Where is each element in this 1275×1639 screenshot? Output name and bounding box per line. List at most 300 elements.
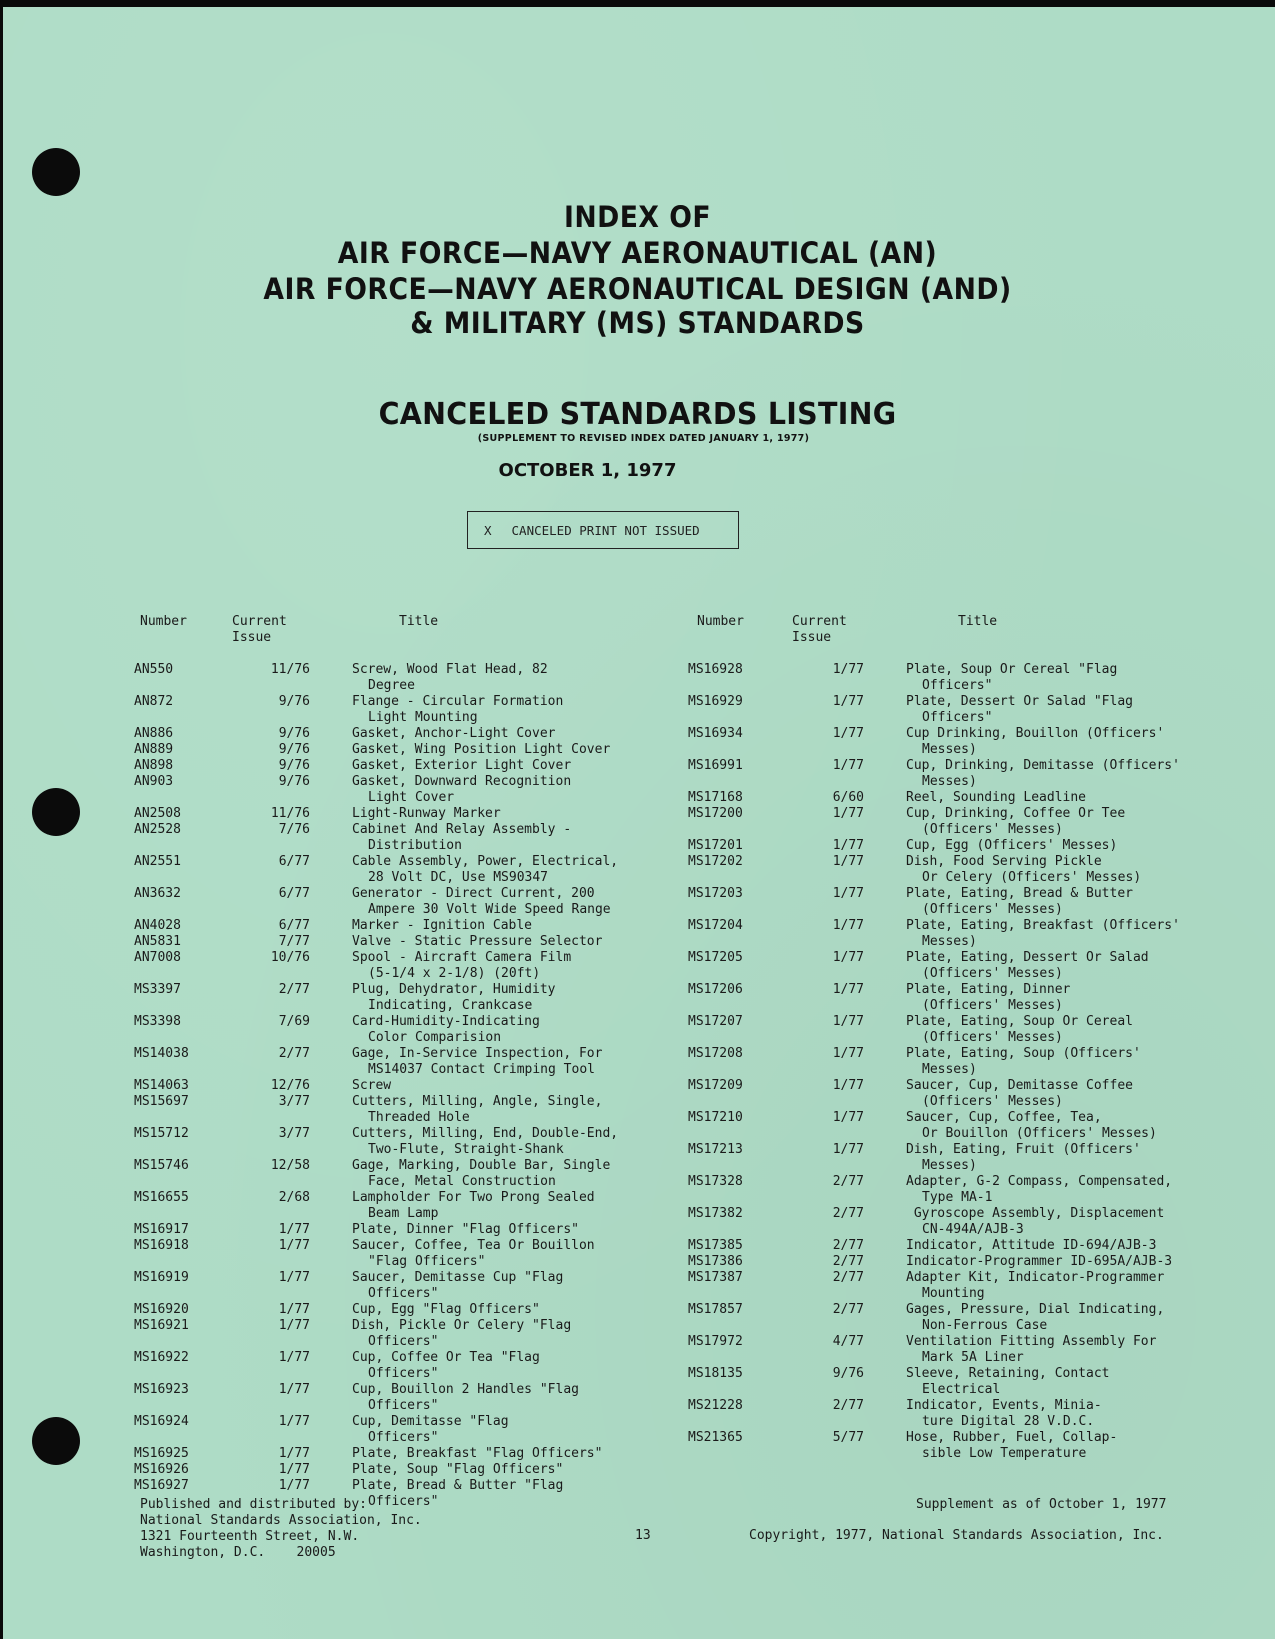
table-row [688, 758, 1180, 790]
current-issue: 1/77 [832, 758, 864, 773]
current-issue: 1/77 [832, 1014, 864, 1029]
title-line: Saucer, Cup, Demitasse Coffee [906, 1078, 1133, 1093]
title-line: Screw [352, 1078, 392, 1093]
title-line: Cable Assembly, Power, Electrical, [352, 854, 619, 869]
table-row [688, 886, 1180, 918]
table-row [134, 1382, 618, 1414]
current-issue: 1/77 [278, 1238, 310, 1253]
standard-title [310, 726, 556, 742]
current-issue: 1/77 [832, 1046, 864, 1061]
standard-title [310, 1094, 602, 1126]
standard-title [310, 1014, 540, 1046]
standard-number: MS16917 [134, 1222, 189, 1237]
current-issue: 9/76 [278, 742, 310, 757]
title-index-of: INDEX OF [563, 200, 712, 234]
current-issue: 12/76 [270, 1078, 310, 1093]
current-issue: 7/77 [278, 934, 310, 949]
table-row [134, 1190, 618, 1222]
table-row [134, 822, 618, 854]
current-issue: 1/77 [832, 918, 864, 933]
title-line: Indicator, Events, Minia- [906, 1398, 1102, 1413]
table-row [134, 758, 618, 774]
standard-title [310, 854, 618, 886]
title-line: Plate, Soup Or Cereal "Flag [906, 662, 1118, 677]
table-row [134, 982, 618, 1014]
standard-number: MS16925 [134, 1446, 189, 1461]
standard-number: MS17213 [688, 1142, 743, 1157]
left-header-issue: Issue [232, 630, 272, 645]
title-continuation: (5-1/4 x 2-1/8) (20ft) [368, 966, 541, 981]
current-issue: 1/77 [832, 854, 864, 869]
title-continuation: Officers" [368, 1494, 439, 1509]
standard-title [864, 662, 1117, 694]
standard-title [310, 934, 602, 950]
binder-hole [32, 1417, 80, 1465]
standard-number: AN903 [134, 774, 174, 789]
title-line: Gages, Pressure, Dial Indicating, [906, 1302, 1165, 1317]
title-continuation: CN-494A/AJB-3 [922, 1222, 1024, 1237]
title-continuation: (Officers' Messes) [922, 1094, 1063, 1109]
standard-number: MS16934 [688, 726, 743, 741]
standard-title [310, 1158, 610, 1190]
table-row [134, 950, 618, 982]
table-row [688, 1334, 1180, 1366]
current-issue: 1/77 [832, 982, 864, 997]
title-continuation: (Officers' Messes) [922, 998, 1063, 1013]
table-row [134, 662, 618, 694]
title-continuation: Beam Lamp [368, 1206, 439, 1221]
table-row [688, 1398, 1180, 1430]
standard-title [864, 1174, 1172, 1206]
standard-number: MS17209 [688, 1078, 743, 1093]
standard-number: MS17386 [688, 1254, 743, 1269]
standard-number: MS21365 [688, 1430, 743, 1445]
standard-number: MS17382 [688, 1206, 743, 1221]
current-issue: 2/77 [832, 1238, 864, 1253]
publisher-line: National Standards Association, Inc. [140, 1513, 422, 1528]
table-row [134, 1126, 618, 1158]
standard-title [310, 1462, 563, 1478]
title-continuation: Messes) [922, 774, 977, 789]
table-row [688, 838, 1180, 854]
left-header-title: Title [399, 614, 439, 629]
standard-number: MS17972 [688, 1334, 743, 1349]
title-line: Plate, Eating, Soup (Officers' [906, 1046, 1141, 1061]
standard-title [310, 1302, 540, 1318]
standard-number: AN2551 [134, 854, 181, 869]
standard-number: MS17205 [688, 950, 743, 965]
standard-number: MS16923 [134, 1382, 189, 1397]
standard-number: MS16929 [688, 694, 743, 709]
table-row [134, 694, 618, 726]
current-issue: 1/77 [832, 806, 864, 821]
standard-number: MS16655 [134, 1190, 189, 1205]
current-issue: 1/77 [278, 1270, 310, 1285]
title-line: Cutters, Milling, Angle, Single, [352, 1094, 603, 1109]
title-continuation: Light Cover [368, 790, 455, 805]
table-row [688, 1014, 1180, 1046]
title-line: Plate, Eating, Bread & Butter [906, 886, 1133, 901]
table-row [134, 1046, 618, 1078]
title-line: Cup, Bouillon 2 Handles "Flag [352, 1382, 579, 1397]
standard-title [310, 1238, 595, 1270]
standard-number: AN2528 [134, 822, 181, 837]
title-continuation: ture Digital 28 V.D.C. [922, 1414, 1095, 1429]
current-issue: 1/77 [832, 1110, 864, 1125]
current-issue: 6/77 [278, 918, 310, 933]
standard-number: AN3632 [134, 886, 181, 901]
standard-number: MS16926 [134, 1462, 189, 1477]
title-line: Screw, Wood Flat Head, 82 [352, 662, 548, 677]
table-row [688, 854, 1180, 886]
standard-number: MS16922 [134, 1350, 189, 1365]
title-continuation: Threaded Hole [368, 1110, 470, 1125]
standard-title [864, 758, 1180, 790]
table-row [688, 1430, 1180, 1462]
publisher-block [140, 1497, 422, 1561]
title-line: Cup, Drinking, Demitasse (Officers' [906, 758, 1180, 773]
title-continuation: Mounting [922, 1286, 985, 1301]
table-row [688, 1254, 1180, 1270]
title-and: AIR FORCE—NAVY AERONAUTICAL DESIGN (AND) [263, 272, 1012, 306]
standard-title [864, 1238, 1156, 1254]
title-line: Reel, Sounding Leadline [906, 790, 1087, 805]
table-row [134, 934, 618, 950]
issue-date: OCTOBER 1, 1977 [498, 460, 677, 481]
title-line: Lampholder For Two Prong Sealed [352, 1190, 595, 1205]
current-issue: 1/77 [278, 1382, 310, 1397]
table-row [688, 790, 1180, 806]
standard-title [310, 1046, 602, 1078]
title-line: Dish, Eating, Fruit (Officers' [906, 1142, 1141, 1157]
title-line: Indicator-Programmer ID-695A/AJB-3 [906, 1254, 1173, 1269]
table-row [688, 1046, 1180, 1078]
standard-number: AN4028 [134, 918, 181, 933]
legend-mark: X [484, 522, 492, 538]
title-continuation: Degree [368, 678, 415, 693]
current-issue: 2/77 [832, 1254, 864, 1269]
table-row [134, 918, 618, 934]
standard-number: MS17857 [688, 1302, 743, 1317]
standard-title [310, 1350, 540, 1382]
current-issue: 3/77 [278, 1094, 310, 1109]
supplement-date: Supplement as of October 1, 1977 [916, 1497, 1167, 1512]
standard-number: AN886 [134, 726, 174, 741]
title-line: Adapter Kit, Indicator-Programmer [906, 1270, 1165, 1285]
standard-title [864, 838, 1117, 854]
current-issue: 1/77 [832, 662, 864, 677]
current-issue: 1/77 [832, 1078, 864, 1093]
title-line: Spool - Aircraft Camera Film [352, 950, 572, 965]
standard-title [864, 1430, 1117, 1462]
title-line: Plate, Eating, Dessert Or Salad [906, 950, 1149, 965]
current-issue: 2/77 [278, 1046, 310, 1061]
standard-title [864, 790, 1086, 806]
title-line: Plate, Dessert Or Salad "Flag [906, 694, 1133, 709]
table-row [688, 982, 1180, 1014]
table-row [688, 1206, 1180, 1238]
current-issue: 1/77 [278, 1350, 310, 1365]
publisher-line: Published and distributed by: [140, 1497, 367, 1512]
binder-hole [32, 148, 80, 196]
title-continuation: Messes) [922, 742, 977, 757]
standard-number: MS16921 [134, 1318, 189, 1333]
current-issue: 1/77 [278, 1222, 310, 1237]
table-row [134, 806, 618, 822]
standard-number: AN2508 [134, 806, 181, 821]
current-issue: 9/76 [278, 726, 310, 741]
standard-number: MS17328 [688, 1174, 743, 1189]
table-row [134, 886, 618, 918]
title-continuation: Non-Ferrous Case [922, 1318, 1048, 1333]
table-row [134, 1238, 618, 1270]
title-line: Gage, In-Service Inspection, For [352, 1046, 603, 1061]
current-issue: 1/77 [278, 1414, 310, 1429]
standard-number: MS3398 [134, 1014, 181, 1029]
current-issue: 2/68 [278, 1190, 310, 1205]
table-row [688, 918, 1180, 950]
right-header-title: Title [958, 614, 998, 629]
current-issue: 6/77 [278, 886, 310, 901]
table-row [688, 1270, 1180, 1302]
title-line: Light-Runway Marker [352, 806, 501, 821]
standard-title [864, 886, 1133, 918]
standard-title [864, 982, 1070, 1014]
page-number: 13 [635, 1528, 651, 1543]
table-row [134, 742, 618, 758]
standard-title [310, 758, 571, 774]
current-issue: 2/77 [832, 1302, 864, 1317]
current-issue: 6/60 [832, 790, 864, 805]
right-header-current: Current [792, 614, 847, 629]
current-issue: 2/77 [278, 982, 310, 997]
title-continuation: Light Mounting [368, 710, 478, 725]
current-issue: 12/58 [270, 1158, 310, 1173]
title-line: Cup, Drinking, Coffee Or Tee [906, 806, 1126, 821]
standard-number: MS16928 [688, 662, 743, 677]
standard-number: AN7008 [134, 950, 181, 965]
title-continuation: sible Low Temperature [922, 1446, 1087, 1461]
current-issue: 1/77 [278, 1446, 310, 1461]
title-line: Indicator, Attitude ID-694/AJB-3 [906, 1238, 1157, 1253]
current-issue: 1/77 [278, 1462, 310, 1477]
standard-title [310, 1270, 563, 1302]
title-line: Cup Drinking, Bouillon (Officers' [906, 726, 1165, 741]
title-continuation: Type MA-1 [922, 1190, 993, 1205]
title-line: Plate, Dinner "Flag Officers" [352, 1222, 579, 1237]
title-line: Marker - Ignition Cable [352, 918, 533, 933]
standard-number: MS17206 [688, 982, 743, 997]
standard-title [310, 774, 571, 806]
title-continuation: Distribution [368, 838, 462, 853]
current-issue: 9/76 [278, 758, 310, 773]
title-line: Gyroscope Assembly, Displacement [906, 1206, 1165, 1221]
current-issue: 2/77 [832, 1206, 864, 1221]
current-issue: 1/77 [832, 838, 864, 853]
standard-title [310, 1446, 602, 1462]
title-continuation: (Officers' Messes) [922, 966, 1063, 981]
current-issue: 1/77 [278, 1302, 310, 1317]
current-issue: 1/77 [278, 1478, 310, 1493]
standard-number: MS18135 [688, 1366, 743, 1381]
title-line: Saucer, Cup, Coffee, Tea, [906, 1110, 1102, 1125]
standard-title [864, 1334, 1156, 1366]
standard-title [310, 742, 610, 758]
standard-number: MS16920 [134, 1302, 189, 1317]
table-row [688, 806, 1180, 838]
title-line: Adapter, G-2 Compass, Compensated, [906, 1174, 1173, 1189]
standard-number: MS17208 [688, 1046, 743, 1061]
title-line: Ventilation Fitting Assembly For [906, 1334, 1157, 1349]
standard-title [310, 1078, 391, 1094]
title-line: Gasket, Wing Position Light Cover [352, 742, 611, 757]
title-line: Hose, Rubber, Fuel, Collap- [906, 1430, 1118, 1445]
title-continuation: Ampere 30 Volt Wide Speed Range [368, 902, 611, 917]
table-row [134, 1302, 618, 1318]
title-continuation: Two-Flute, Straight-Shank [368, 1142, 564, 1157]
current-issue: 10/76 [270, 950, 310, 965]
publisher-line: 1321 Fourteenth Street, N.W. [140, 1529, 360, 1544]
standard-number: MS17204 [688, 918, 743, 933]
table-row [134, 1350, 618, 1382]
standard-title [864, 854, 1141, 886]
table-row [134, 726, 618, 742]
title-line: Saucer, Coffee, Tea Or Bouillon [352, 1238, 595, 1253]
table-row [688, 662, 1180, 694]
left-header-current: Current [232, 614, 287, 629]
standard-number: AN872 [134, 694, 174, 709]
table-row [134, 854, 618, 886]
current-issue: 4/77 [832, 1334, 864, 1349]
title-continuation: Officers" [368, 1334, 439, 1349]
title-line: Cup, Coffee Or Tea "Flag [352, 1350, 540, 1365]
title-continuation: Or Bouillon (Officers' Messes) [922, 1126, 1157, 1141]
title-line: Dish, Pickle Or Celery "Flag [352, 1318, 572, 1333]
current-issue: 1/77 [832, 950, 864, 965]
standard-number: MS15712 [134, 1126, 189, 1141]
current-issue: 2/77 [832, 1174, 864, 1189]
current-issue: 6/77 [278, 854, 310, 869]
standard-title [864, 918, 1180, 950]
standard-number: MS17385 [688, 1238, 743, 1253]
current-issue: 1/77 [832, 1142, 864, 1157]
current-issue: 1/77 [832, 726, 864, 741]
standard-title [310, 918, 532, 934]
table-row [134, 1222, 618, 1238]
title-line: Gasket, Downward Recognition [352, 774, 572, 789]
supplement-note: (SUPPLEMENT TO REVISED INDEX DATED JANUARY 1, 1977) [477, 433, 810, 444]
current-issue: 9/76 [278, 694, 310, 709]
standard-number: MS16991 [688, 758, 743, 773]
standard-number: MS17210 [688, 1110, 743, 1125]
standard-number: MS17203 [688, 886, 743, 901]
legend-box [467, 511, 739, 549]
title-line: Plate, Breakfast "Flag Officers" [352, 1446, 603, 1461]
right-header-issue: Issue [792, 630, 832, 645]
table-row [134, 1414, 618, 1446]
standard-number: MS15746 [134, 1158, 189, 1173]
table-row [134, 1078, 618, 1094]
copyright: Copyright, 1977, National Standards Association, Inc. [749, 1528, 1164, 1543]
standard-number: MS17200 [688, 806, 743, 821]
title-continuation: Officers" [922, 678, 993, 693]
standard-title [864, 806, 1125, 838]
table-row [688, 1238, 1180, 1254]
standard-number: MS16927 [134, 1478, 189, 1493]
title-line: Card-Humidity-Indicating [352, 1014, 540, 1029]
table-row [688, 1302, 1180, 1334]
title-continuation: Mark 5A Liner [922, 1350, 1024, 1365]
title-line: Cutters, Milling, End, Double-End, [352, 1126, 619, 1141]
standard-title [310, 662, 548, 694]
standard-number: MS3397 [134, 982, 181, 997]
standard-number: MS15697 [134, 1094, 189, 1109]
current-issue: 1/77 [832, 886, 864, 901]
current-issue: 7/69 [278, 1014, 310, 1029]
standard-title [864, 1206, 1164, 1238]
current-issue: 5/77 [832, 1430, 864, 1445]
standard-title [310, 1382, 579, 1414]
current-issue: 11/76 [270, 662, 310, 677]
standard-title [864, 1078, 1133, 1110]
standard-number: MS17168 [688, 790, 743, 805]
title-continuation: Officers" [368, 1430, 439, 1445]
title-line: Cup, Egg "Flag Officers" [352, 1302, 540, 1317]
current-issue: 1/77 [278, 1318, 310, 1333]
title-continuation: Messes) [922, 1158, 977, 1173]
standard-title [864, 950, 1149, 982]
standard-title [310, 822, 571, 854]
title-line: Cup, Egg (Officers' Messes) [906, 838, 1118, 853]
standard-number: MS16919 [134, 1270, 189, 1285]
left-header-number: Number [140, 614, 187, 629]
title-continuation: Messes) [922, 934, 977, 949]
standard-title [310, 886, 611, 918]
table-row [688, 1366, 1180, 1398]
title-line: Gasket, Anchor-Light Cover [352, 726, 556, 741]
current-issue: 9/76 [832, 1366, 864, 1381]
left-standards-table [134, 662, 618, 1510]
table-row [134, 1158, 618, 1190]
standard-title [864, 726, 1164, 758]
table-row [134, 1446, 618, 1462]
title-continuation: (Officers' Messes) [922, 1030, 1063, 1045]
title-line: Generator - Direct Current, 200 [352, 886, 595, 901]
table-row [688, 950, 1180, 982]
title-an: AIR FORCE—NAVY AERONAUTICAL (AN) [337, 236, 938, 270]
standard-number: MS17202 [688, 854, 743, 869]
standard-title [864, 1302, 1164, 1334]
table-row [688, 1110, 1180, 1142]
standard-number: AN898 [134, 758, 174, 773]
table-row [688, 694, 1180, 726]
title-continuation: Indicating, Crankcase [368, 998, 533, 1013]
standard-title [310, 1318, 571, 1350]
standard-title [310, 1190, 595, 1222]
title-continuation: Color Comparision [368, 1030, 502, 1045]
title-line: Gage, Marking, Double Bar, Single [352, 1158, 611, 1173]
table-row [134, 1094, 618, 1126]
current-issue: 1/77 [832, 694, 864, 709]
title-continuation: Officers" [922, 710, 993, 725]
standard-title [864, 1254, 1172, 1270]
current-issue: 11/76 [270, 806, 310, 821]
title-continuation: Face, Metal Construction [368, 1174, 556, 1189]
standard-title [864, 1398, 1102, 1430]
standard-title [310, 806, 501, 822]
standard-title [864, 694, 1133, 726]
title-line: Plug, Dehydrator, Humidity [352, 982, 556, 997]
